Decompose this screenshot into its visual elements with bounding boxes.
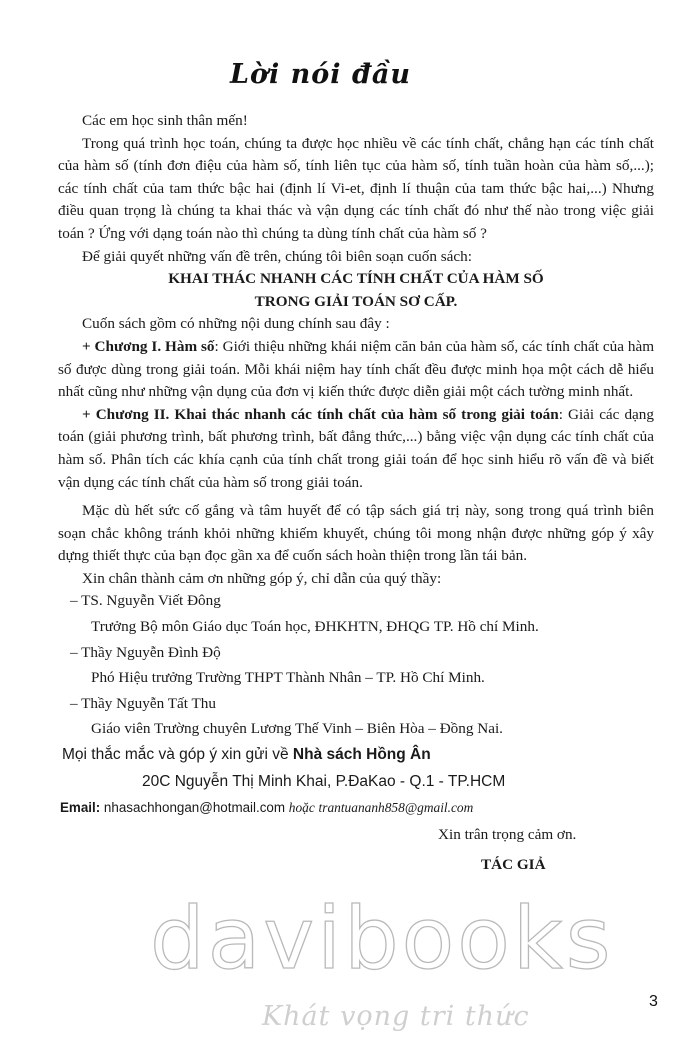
publisher-address: 20C Nguyễn Thị Minh Khai, P.ĐaKao - Q.1 - TP.HCM: [142, 772, 506, 790]
contributor-name: – TS. Nguyễn Viết Đông: [70, 592, 221, 610]
document-body: [58, 110, 654, 877]
email-or: hoặc: [288, 800, 315, 816]
purpose-paragraph: Để giải quyết những vấn đề trên, chúng tôi biên soạn cuốn sách:: [82, 247, 472, 265]
chapter-1-label: + Chương I. Hàm số: [82, 337, 215, 355]
book-title-line-2: TRONG GIẢI TOÁN SƠ CẤP.: [254, 292, 458, 310]
chapter-1-text: : Giới thiệu những khái niệm căn bản của hàm số, các tính chất của hàm số được dùng trong giải toán. Mỗi khái niệm hay tính chất đều được minh họa một cách dễ hiểu nhất cũng như những vận dụng của đơn vị kiến thức được diễn giải một cách tường minh nhất.: [58, 337, 655, 401]
contributor-role: Phó Hiệu trưởng Trường THPT Thành Nhân – TP. Hồ Chí Minh.: [91, 669, 485, 687]
email-line: [58, 797, 654, 820]
email-primary: nhasachhongan@hotmail.com: [103, 800, 286, 816]
chapter-2-paragraph: [58, 404, 654, 494]
email-label: Email:: [60, 800, 101, 816]
page-number: 3: [649, 993, 658, 1010]
contact-line: [58, 744, 654, 767]
contributor-role: Trưởng Bộ môn Giáo dục Toán học, ĐHKHTN, ĐHQG TP. Hồ chí Minh.: [91, 618, 539, 636]
intro-paragraph: Trong quá trình học toán, chúng ta được học nhiều về các tính chất, chẳng hạn các tính chất của hàm số (tính đơn điệu của hàm số, tính liên tục của hàm số, tính tuần hoàn của hàm số,...); các tính chất của tam thức bậc hai (định lí Vi-et, định lí thuận của tam thức bậc hai,...) Nhưng điều quan trọng là chúng ta khai thác và vận dụng các tính chất đó như thế nào trong việc giải toán ? Ứng với dạng toán nào thì chúng ta dùng tính chất của hàm số ?: [58, 134, 654, 242]
watermark-brand: davibooks: [150, 889, 614, 989]
thanks-paragraph: Xin chân thành cảm ơn những góp ý, chỉ dẫn của quý thầy:: [82, 569, 442, 587]
contributor-name: – Thầy Nguyễn Tất Thu: [70, 694, 216, 712]
chapter-1-paragraph: [58, 336, 654, 404]
contact-prefix: Mọi thắc mắc và góp ý xin gửi về: [62, 746, 293, 764]
email-secondary: trantuananh858@gmail.com: [318, 800, 474, 816]
greeting: Các em học sinh thân mến!: [82, 112, 248, 129]
contributor-list: [58, 590, 654, 741]
closing-line: Xin trân trọng cảm ơn.: [438, 825, 577, 843]
book-title-line-1: KHAI THÁC NHANH CÁC TÍNH CHẤT CỦA HÀM SỐ: [168, 270, 544, 288]
contributor-name: – Thầy Nguyễn Đình Độ: [70, 643, 221, 661]
chapter-2-label: + Chương II. Khai thác nhanh các tính chất của hàm số trong giải toán: [82, 405, 559, 423]
watermark-slogan: Khát vọng tri thức: [262, 1001, 530, 1032]
apology-paragraph: Mặc dù hết sức cố gắng và tâm huyết để có tập sách giá trị này, song trong quá trình biên soạn chắc không tránh khỏi những khiếm khuyết, chúng tôi mong nhận được những góp ý xây dựng thiết thực của bạn đọc gần xa để cuốn sách hoàn thiện trong lần tái bản.: [58, 502, 654, 565]
contributor-role: Giáo viên Trường chuyên Lương Thế Vinh – Biên Hòa – Đồng Nai.: [91, 720, 503, 738]
author-signature: TÁC GIẢ: [481, 856, 546, 874]
contents-intro: Cuốn sách gồm có những nội dung chính sau đây :: [82, 315, 390, 333]
page-title: Lời nói đầu: [230, 59, 411, 90]
chapter-2-text: : Giải các dạng toán (giải phương trình, bất phương trình, bất đẳng thức,...) bằng việc vận dụng các tính chất của hàm số. Phân tích các khía cạnh của tính chất trong giải toán để học sinh hiểu rõ vấn đề và biết vận dụng các tính chất của hàm số trong giải toán.: [58, 405, 654, 491]
publisher-name: Nhà sách Hồng Ân: [292, 746, 431, 764]
